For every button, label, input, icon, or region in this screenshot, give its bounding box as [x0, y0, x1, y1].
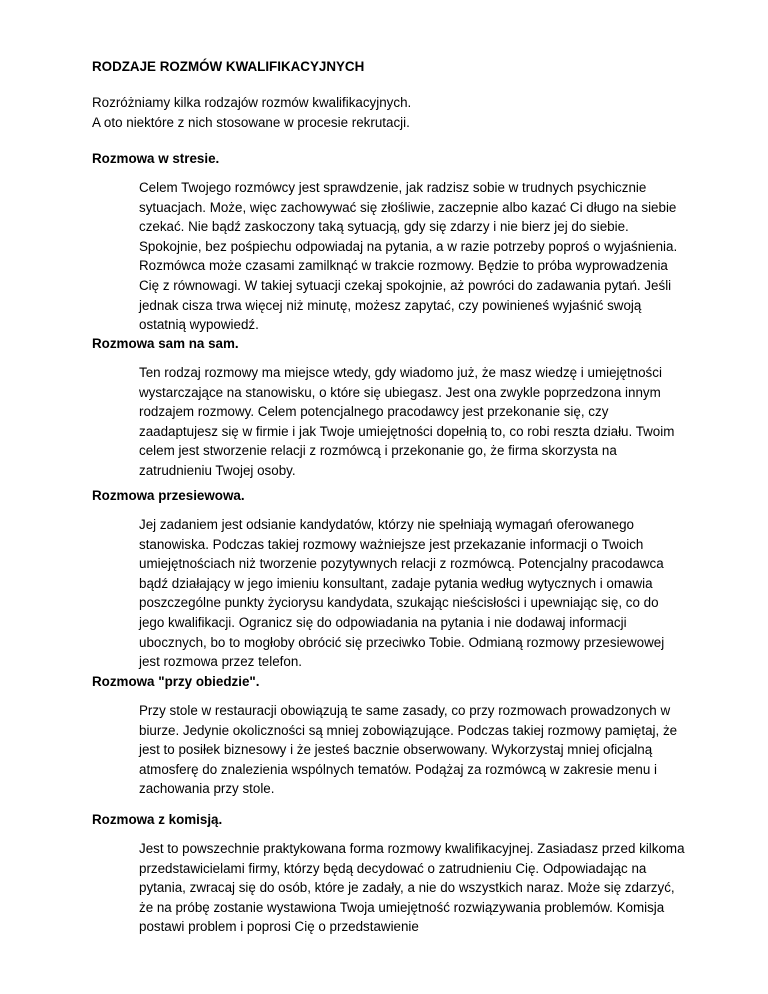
section-body-dinner: Przy stole w restauracji obowiązują te same zasady, co przy rozmowach prowadzonych w biurze. Jedynie okoliczności są mniej zobowiązujące. Podczas takiej rozmowy pamiętaj, że jest to posiłek biznesowy i że jesteś bacznie obserwowany. Wykorzystaj mniej oficjalną atmosferę do znalezienia wspólnych tematów. Podążaj za rozmówcą w zakresie menu i zachowania przy stole.	[139, 703, 678, 797]
section-heading-stress: Rozmowa w stresie.	[92, 151, 220, 166]
intro-line-1: Rozróżniamy kilka rodzajów rozmów kwalifikacyjnych.	[92, 95, 412, 110]
section-heading-dinner: Rozmowa "przy obiedzie".	[92, 674, 260, 689]
section-body-one-on-one: Ten rodzaj rozmowy ma miejsce wtedy, gdy wiadomo już, że masz wiedzę i umiejętności wystarczające na stanowisku, o które się ubiegasz. Jest ona zwykle poprzedzona innym rodzajem rozmowy. Celem potencjalnego pracodawcy jest przekonanie się, czy zaadaptujesz się w firmie i jak Twoje umiejętności dopełnią to, co robi reszta działu. Twoim celem jest stworzenie relacji z rozmówcą i przekonanie go, że firma skorzysta na zatrudnieniu Twojej osoby.	[139, 365, 675, 478]
section-body-stress: Celem Twojego rozmówcy jest sprawdzenie, jak radzisz sobie w trudnych psychicznie sytuacjach. Może, więc zachowywać się złośliwie, zaczepnie albo kazać Ci długo na siebie czekać. Nie bądź zaskoczony taką sytuacją, gdy się zdarzy i nie bierz jej do siebie. Spokojnie, bez pośpiechu odpowiadaj na pytania, a w razie potrzeby poproś o wyjaśnienia. Rozmówca może czasami zamilknąć w trakcie rozmowy. Będzie to próba wyprowadzenia Cię z równowagi. W takiej sytuacji czekaj spokojnie, aż powróci do zadawania pytań. Jeśli jednak cisza trwa więcej niż minutę, możesz zapytać, czy powinieneś wyjaśnić swoją ostatnią wypowiedź.	[139, 180, 678, 333]
section-heading-committee: Rozmowa z komisją.	[92, 812, 223, 827]
section-body-screening: Jej zadaniem jest odsianie kandydatów, którzy nie spełniają wymagań oferowanego stanowiska. Podczas takiej rozmowy ważniejsze jest przekazanie informacji o Twoich umiejętnościach niż tworzenie pozytywnych relacji z rozmówcą. Potencjalny pracodawca bądź działający w jego imieniu konsultant, zadaje pytania według wytycznych i omawia poszczególne punkty życiorysu kandydata, szukając nieścisłości i upewniając się, co do jego kwalifikacji. Ogranicz się do odpowiadania na pytania i nie dodawaj informacji ubocznych, bo to mogłoby obrócić się przeciwko Tobie. Odmianą rozmowy przesiewowej jest rozmowa przez telefon.	[139, 517, 665, 670]
document-title: RODZAJE ROZMÓW KWALIFIKACYJNYCH	[92, 59, 365, 74]
section-heading-screening: Rozmowa przesiewowa.	[92, 488, 245, 503]
intro-line-2: A oto niektóre z nich stosowane w procesie rekrutacji.	[92, 114, 410, 130]
section-heading-one-on-one: Rozmowa sam na sam.	[92, 336, 239, 351]
section-body-committee: Jest to powszechnie praktykowana forma rozmowy kwalifikacyjnej. Zasiadasz przed kilkoma przedstawicielami firmy, którzy będą decydować o zatrudnieniu Cię. Odpowiadając na pytania, zwracaj się do osób, które je zadały, a nie do wszystkich naraz. Może się zdarzyć, że na próbę zostanie wystawiona Twoja umiejętność rozwiązywania problemów. Komisja postawi problem i poprosi Cię o przedstawienie	[139, 841, 685, 935]
intro-paragraph	[92, 93, 411, 132]
